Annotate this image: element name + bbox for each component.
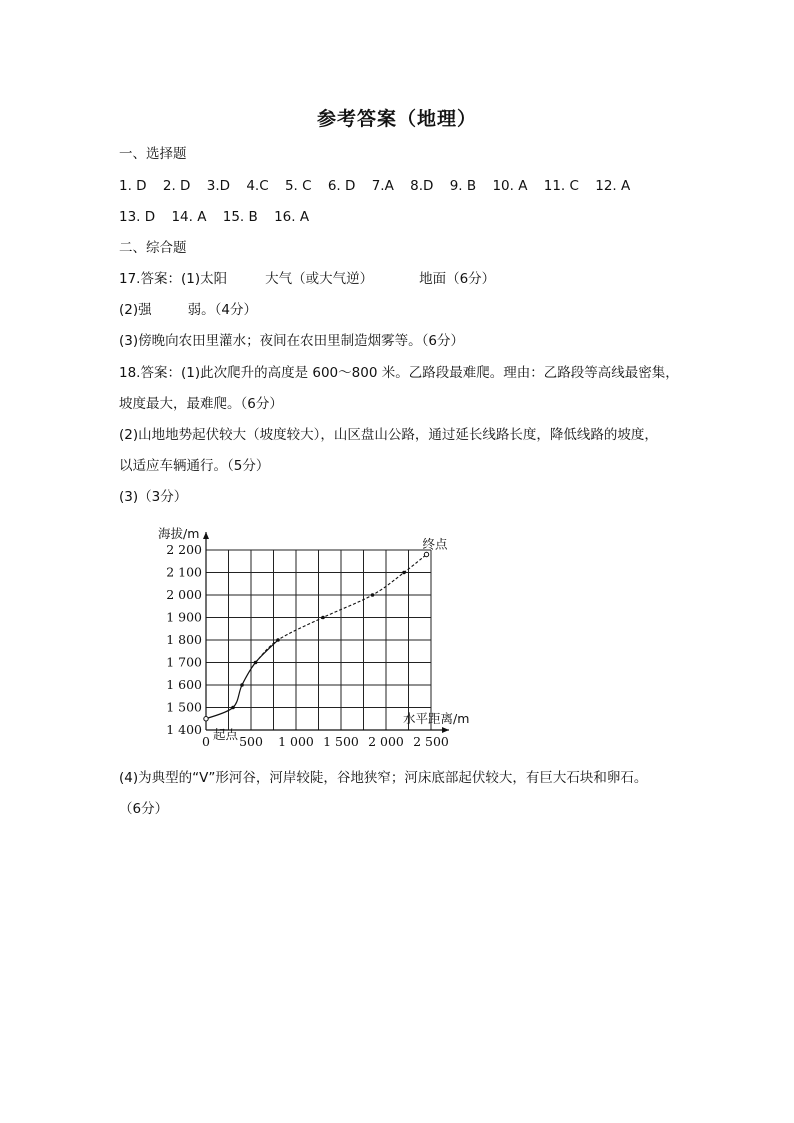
elevation-profile-chart	[150, 522, 470, 752]
answer-item: 10. A	[492, 178, 528, 194]
answer-item: 15. B	[222, 209, 258, 225]
x-tick-label: 2 500	[413, 734, 449, 749]
profile-line-solid	[206, 640, 278, 719]
answer-item: 13. D	[119, 209, 156, 225]
x-axis-arrow	[442, 727, 449, 733]
answer-item: 6. D	[327, 178, 356, 194]
page-title: 参考答案（地理）	[316, 108, 477, 130]
q18-line-1: 18.答案：(1)此次爬升的高度是 600～800 米。乙路段最难爬。理由：乙路段等高线最密集，	[119, 365, 679, 381]
data-point	[402, 571, 406, 575]
y-tick-label: 1 600	[166, 677, 202, 692]
q17-answer-3: 地面（6分）	[419, 271, 496, 287]
endpoint-marker	[424, 552, 428, 556]
data-point	[240, 683, 244, 687]
x-axis-label: 水平距离/m	[403, 711, 470, 726]
x-tick-label: 2 000	[368, 734, 404, 749]
q18-line-5: (3)（3分）	[119, 489, 188, 505]
answers-row-1	[119, 176, 642, 196]
x-tick-label: 1 000	[278, 734, 314, 749]
q17-part2-b: 弱。（4分）	[187, 302, 257, 318]
section1-heading: 一、选择题	[119, 146, 187, 162]
answer-item: 2. D	[162, 178, 191, 194]
answer-item: 12. A	[595, 178, 631, 194]
data-point	[254, 661, 258, 665]
data-point	[231, 706, 235, 710]
answer-item: 14. A	[171, 209, 207, 225]
end-point-label: 终点	[422, 536, 448, 552]
y-axis-arrow	[203, 532, 209, 539]
q17-part2-a: (2)强	[119, 302, 152, 318]
q18-line-7: （6分）	[119, 801, 169, 817]
answer-item: 3.D	[206, 178, 231, 194]
q17-answer-2: 大气（或大气逆）	[265, 271, 374, 287]
q18-line-4: 以适应车辆通行。（5分）	[119, 458, 270, 474]
answer-item: 8.D	[410, 178, 434, 194]
answer-item: 7.A	[371, 178, 394, 194]
start-point-label: 起点	[213, 726, 239, 742]
answer-item: 1. D	[119, 178, 147, 194]
q18-line-3: (2)山地地势起伏较大（坡度较大），山区盘山公路，通过延长线路长度，降低线路的坡度，	[119, 427, 658, 443]
section2-heading: 二、综合题	[119, 240, 187, 256]
y-tick-label: 2 200	[166, 542, 202, 557]
y-tick-label: 1 800	[166, 632, 202, 647]
answer-item: 5. C	[284, 178, 312, 194]
q17-answer-1: 17.答案：(1)太阳	[119, 271, 228, 287]
y-tick-label: 1 700	[166, 654, 202, 670]
q18-line-2: 坡度最大，最难爬。（6分）	[119, 396, 283, 412]
y-axis-label: 海拔/m	[158, 526, 200, 541]
y-tick-label: 1 900	[166, 609, 202, 625]
q17-line-3: (3)傍晚向农田里灌水；夜间在农田里制造烟雾等。（6分）	[119, 333, 464, 349]
data-point	[276, 638, 280, 642]
x-tick-label: 500	[239, 734, 263, 749]
answer-item: 16. A	[274, 209, 310, 225]
q17-line-2	[119, 300, 257, 320]
q17-line-1	[119, 269, 495, 289]
answer-item: 4.C	[246, 178, 269, 194]
y-tick-label: 2 000	[166, 587, 202, 602]
answer-item: 11. C	[543, 178, 579, 194]
data-point	[371, 593, 375, 597]
y-tick-label: 2 100	[166, 564, 202, 580]
x-tick-label: 0	[202, 734, 210, 749]
q18-line-6: (4)为典型的“V”形河谷，河岸较陡，谷地狭窄；河床底部起伏较大，有巨大石块和卵石。	[119, 770, 648, 786]
y-tick-label: 1 400	[166, 722, 202, 737]
answers-row-2	[119, 207, 321, 227]
x-tick-label: 1 500	[323, 734, 359, 749]
answer-item: 9. B	[449, 178, 477, 194]
y-tick-label: 1 500	[166, 699, 202, 715]
endpoint-marker	[204, 717, 208, 721]
data-point	[321, 616, 325, 620]
